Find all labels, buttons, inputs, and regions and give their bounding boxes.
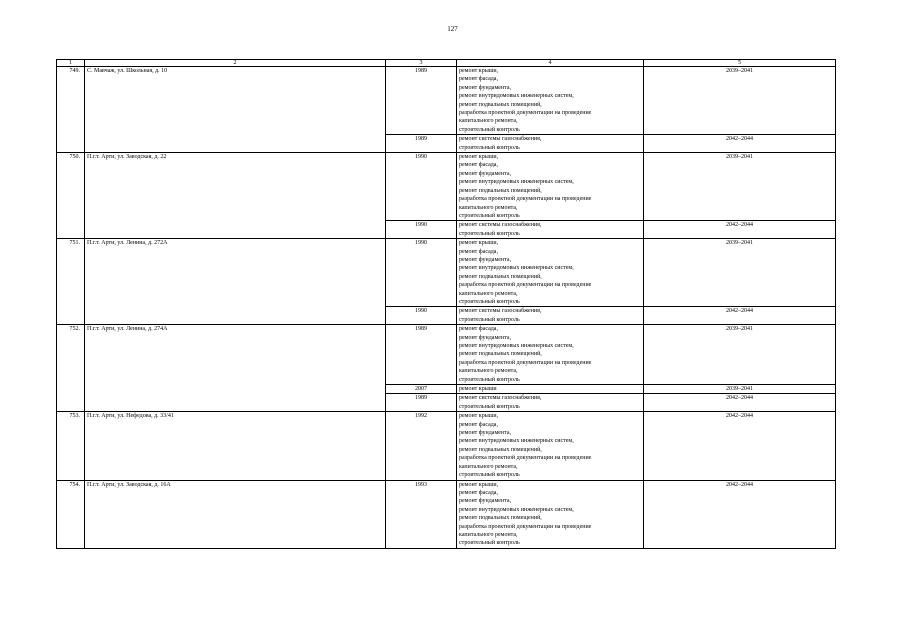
work-item: ремонт системы газоснабжения,	[459, 395, 542, 402]
work-item: ремонт внутридомовых инженерных систем,	[459, 506, 574, 513]
table-row	[57, 480, 836, 548]
work-item: ремонт фундамента,	[459, 334, 511, 341]
works-list	[457, 394, 644, 412]
work-item: ремонт крыши,	[459, 240, 499, 247]
column-header: 2	[85, 60, 386, 67]
planned-period: 2042–2044	[644, 221, 836, 239]
last-repair-year: 1990	[386, 307, 457, 325]
planned-period: 2042–2044	[644, 412, 836, 480]
work-item: ремонт системы газоснабжения,	[459, 308, 542, 315]
work-item: ремонт подвальных помещений,	[459, 101, 542, 108]
work-item: ремонт фасада,	[459, 421, 498, 428]
row-number: 751.	[57, 239, 85, 325]
row-number: 752.	[57, 325, 85, 412]
last-repair-year: 1992	[386, 412, 457, 480]
row-number: 754.	[57, 480, 85, 548]
table-body	[57, 67, 836, 549]
work-item: ремонт фасада,	[459, 248, 498, 255]
work-item: строительный контроль	[459, 126, 520, 133]
work-item: строительный контроль	[459, 472, 520, 479]
work-item: ремонт внутридомовых инженерных систем,	[459, 93, 574, 100]
planned-period: 2039–2041	[644, 239, 836, 307]
work-item: ремонт фундамента,	[459, 170, 511, 177]
work-item: ремонт внутридомовых инженерных систем,	[459, 265, 574, 272]
row-number: 749.	[57, 67, 85, 153]
planned-period: 2039–2041	[644, 153, 836, 221]
planned-period: 2039–2041	[644, 385, 836, 394]
work-item: капитального ремонта,	[459, 290, 518, 297]
work-item: ремонт фундамента,	[459, 84, 511, 91]
work-item: ремонт фасада,	[459, 489, 498, 496]
works-list	[457, 221, 644, 239]
works-list	[457, 67, 644, 135]
planned-period: 2042–2044	[644, 307, 836, 325]
last-repair-year: 1989	[386, 135, 457, 153]
building-address: П.г.т. Арти, ул. Заводская, д. 16А	[85, 480, 386, 548]
work-item: капитального ремонта,	[459, 118, 518, 125]
last-repair-year: 2007	[386, 385, 457, 394]
last-repair-year: 1990	[386, 239, 457, 307]
table-header	[57, 60, 836, 67]
work-item: ремонт внутридомовых инженерных систем,	[459, 438, 574, 445]
work-item: разработка проектной документации на проведение	[459, 359, 592, 366]
work-item: ремонт фасада,	[459, 162, 498, 169]
work-item: строительный контроль	[459, 316, 520, 323]
planned-period: 2039–2041	[644, 325, 836, 385]
work-item: ремонт подвальных помещений,	[459, 187, 542, 194]
work-item: ремонт фундамента,	[459, 430, 511, 437]
work-item: ремонт внутридомовых инженерных систем,	[459, 179, 574, 186]
work-item: строительный контроль	[459, 298, 520, 305]
works-list	[457, 412, 644, 480]
row-number: 753.	[57, 412, 85, 480]
work-item: ремонт системы газоснабжения,	[459, 136, 542, 143]
work-item: строительный контроль	[459, 403, 520, 410]
column-header: 3	[386, 60, 457, 67]
building-address: П.г.т. Арти, ул. Нефедова, д. 33/41	[85, 412, 386, 480]
last-repair-year: 1990	[386, 153, 457, 221]
work-item: ремонт крыши,	[459, 481, 499, 488]
building-address: С. Мавчаж, ул. Школьная, д. 10	[85, 67, 386, 153]
work-item: строительный контроль	[459, 144, 520, 151]
works-list	[457, 307, 644, 325]
work-item: строительный контроль	[459, 376, 520, 383]
work-item: ремонт подвальных помещений,	[459, 273, 542, 280]
row-number: 750.	[57, 153, 85, 239]
work-item: ремонт фасада,	[459, 76, 498, 83]
works-list	[457, 239, 644, 307]
planned-period: 2039–2041	[644, 67, 836, 135]
works-list	[457, 135, 644, 153]
work-item: капитального ремонта,	[459, 531, 518, 538]
works-list	[457, 325, 644, 385]
work-item: строительный контроль	[459, 230, 520, 237]
work-item: строительный контроль	[459, 212, 520, 219]
work-item: ремонт подвальных помещений,	[459, 351, 542, 358]
repair-schedule-table	[56, 59, 836, 549]
work-item: разработка проектной документации на проведение	[459, 282, 592, 289]
work-item: капитального ремонта,	[459, 204, 518, 211]
page-number: 127	[447, 25, 458, 33]
work-item: ремонт крыши,	[459, 154, 499, 161]
work-item: ремонт системы газоснабжения,	[459, 222, 542, 229]
table-row	[57, 325, 836, 385]
building-address: П.г.т. Арти, ул. Заводская, д. 22	[85, 153, 386, 239]
work-item: ремонт фундамента,	[459, 498, 511, 505]
column-number-row	[57, 60, 836, 67]
table-row	[57, 239, 836, 307]
column-header: 1	[57, 60, 85, 67]
work-item: капитального ремонта,	[459, 368, 518, 375]
building-address: П.г.т. Арти, ул. Ленина, д. 272А	[85, 239, 386, 325]
last-repair-year: 1989	[386, 394, 457, 412]
works-list	[457, 385, 644, 394]
work-item: ремонт фасада,	[459, 326, 498, 333]
table-row	[57, 153, 836, 221]
table-row	[57, 412, 836, 480]
work-item: строительный контроль	[459, 540, 520, 547]
column-header: 5	[644, 60, 836, 67]
building-address: П.г.т. Арти, ул. Ленина, д. 274А	[85, 325, 386, 412]
works-list	[457, 153, 644, 221]
table-row	[57, 67, 836, 135]
last-repair-year: 1989	[386, 325, 457, 385]
work-item: разработка проектной документации на проведение	[459, 455, 592, 462]
work-item: ремонт крыши	[459, 386, 497, 393]
work-item: ремонт фундамента,	[459, 256, 511, 263]
work-item: капитального ремонта,	[459, 463, 518, 470]
planned-period: 2042–2044	[644, 135, 836, 153]
works-list	[457, 480, 644, 548]
work-item: разработка проектной документации на проведение	[459, 110, 592, 117]
work-item: ремонт крыши,	[459, 413, 499, 420]
work-item: ремонт подвальных помещений,	[459, 515, 542, 522]
work-item: ремонт подвальных помещений,	[459, 446, 542, 453]
planned-period: 2042–2044	[644, 394, 836, 412]
last-repair-year: 1990	[386, 221, 457, 239]
last-repair-year: 1993	[386, 480, 457, 548]
column-header: 4	[457, 60, 644, 67]
last-repair-year: 1989	[386, 67, 457, 135]
planned-period: 2042–2044	[644, 480, 836, 548]
work-item: разработка проектной документации на проведение	[459, 196, 592, 203]
work-item: ремонт внутридомовых инженерных систем,	[459, 343, 574, 349]
work-item: разработка проектной документации на проведение	[459, 523, 592, 530]
work-item: ремонт крыши,	[459, 68, 499, 74]
